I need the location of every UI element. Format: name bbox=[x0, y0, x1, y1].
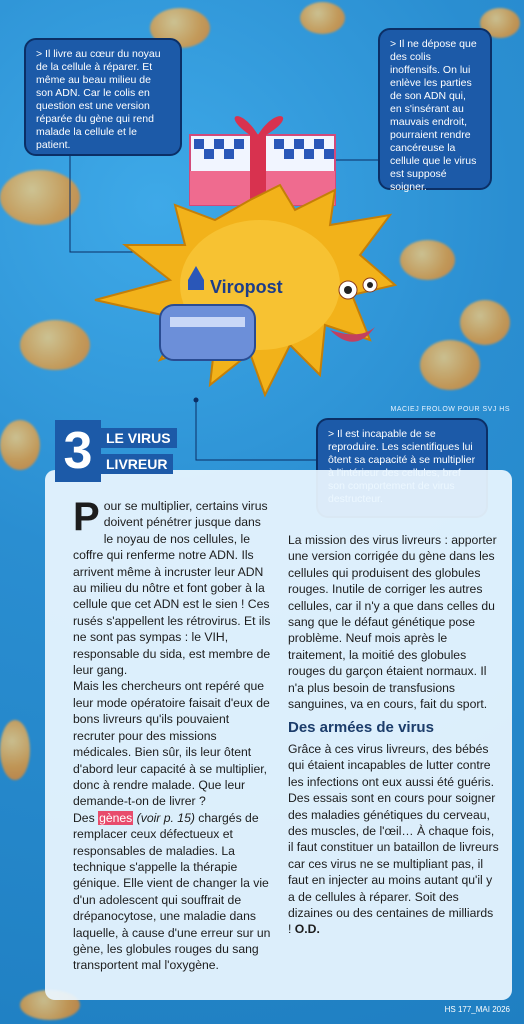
callout-top-left bbox=[24, 38, 182, 156]
section-title-line1: LE VIRUS bbox=[100, 428, 177, 448]
glossary-term-genes: gènes bbox=[99, 810, 133, 825]
author-signature: O.D. bbox=[294, 922, 320, 937]
callout-top-left-text: > Il livre au cœur du noyau de la cellule à réparer. Et même au beau milieu de son ADN. Car le colis en question est une version réparée du gène qui rend malade la cellule et le patient. bbox=[36, 48, 161, 151]
section-title-line2: LIVREUR bbox=[100, 454, 173, 474]
article-left-paragraph-2: Mais les chercheurs ont repéré que leur mode opératoire faisait d'eux de bons livreurs qu'ils pouvaient recruter pour des missions médicales. Bien sûr, ils leur ôtent d'abord leur capacité à se multiplier, donc à rendre malade. Que leur demande-t-on de livrer ? bbox=[73, 679, 270, 809]
dropcap: P bbox=[73, 495, 100, 539]
callout-top-right bbox=[378, 28, 492, 193]
article-right-paragraph-1: La mission des virus livreurs : apporter une version corrigée du gène dans les cellules qui produisent des globules rouges. Inutile de corriger les autres cellules, car il n'y a que dans celles du sang que le défaut génétique pose problème. Neuf mois après le traitement, la moitié des globules rouges du garçon étaient normaux. Il n'a plus besoin de transfusions sanguines, va en cours, fait du sport. bbox=[288, 533, 497, 712]
article-left-paragraph-3: Des gènes (voir p. 15) chargés de remplacer ceux défectueux et responsables de maladies. La technique s'appelle la thérapie génique. Elle vient de changer la vie d'un adolescent qui souffrait de drépanocytose, une maladie dans laquelle, à cause d'une erreur sur un gène, les globules rouges du sang transportent mal l'oxygène. bbox=[73, 810, 271, 973]
courier-bag-icon bbox=[160, 305, 255, 360]
svg-text:Viropost: Viropost bbox=[210, 277, 283, 297]
page-footer: HS 177_MAI 2026 bbox=[444, 1005, 510, 1014]
article-subhead: Des armées de virus bbox=[288, 719, 434, 737]
article-right-paragraph-2: Grâce à ces virus livreurs, des bébés qui étaient incapables de lutter contre les infections ont eux aussi été guéris. Des essais sont en cours pour soigner des maladies génétiques du cerveau, des muscles, de l'œil… À chaque fois, il faut constituer un bataillon de livreurs car ces virus ne se multipliant pas, il faut en injecter au moins autant qu'il y a de cellules à réparer. Soit des dizaines ou des centaines de milliards ! O.D. bbox=[288, 741, 499, 937]
gift-box-icon bbox=[190, 116, 335, 205]
callout-top-right-text: > Il ne dépose que des colis inoffensifs. On lui enlève les parties de son ADN qui, en s'insérant au mauvais endroit, pourraient rendre cancéreuse la cellule que le virus est supposé soigner. bbox=[390, 38, 477, 193]
section-number: 3 bbox=[55, 420, 101, 482]
article-left-column bbox=[73, 495, 273, 974]
callout-bottom-right-text: > Il est incapable de se reproduire. Les scientifiques lui ôtent sa capacité à se multiplier bbox=[328, 428, 476, 466]
article-left-paragraph-1: Pour se multiplier, certains virus doivent pénétrer jusque dans le noyau de nos cellules, le coffre qui renferme notre ADN. Ils arrivent même à incruster leur ADN au milieu du nôtre et font gober à la cellule que cet ADN est le sien ! Ces rusés s'appellent les rétrovirus. Et ils ne sont pas sympas : le VIH, responsable du sida, est membre de leur gang. bbox=[73, 495, 271, 678]
illustration-credit: MACIEJ FROLOW POUR SVJ HS bbox=[390, 406, 510, 413]
article-right-column bbox=[288, 532, 500, 938]
